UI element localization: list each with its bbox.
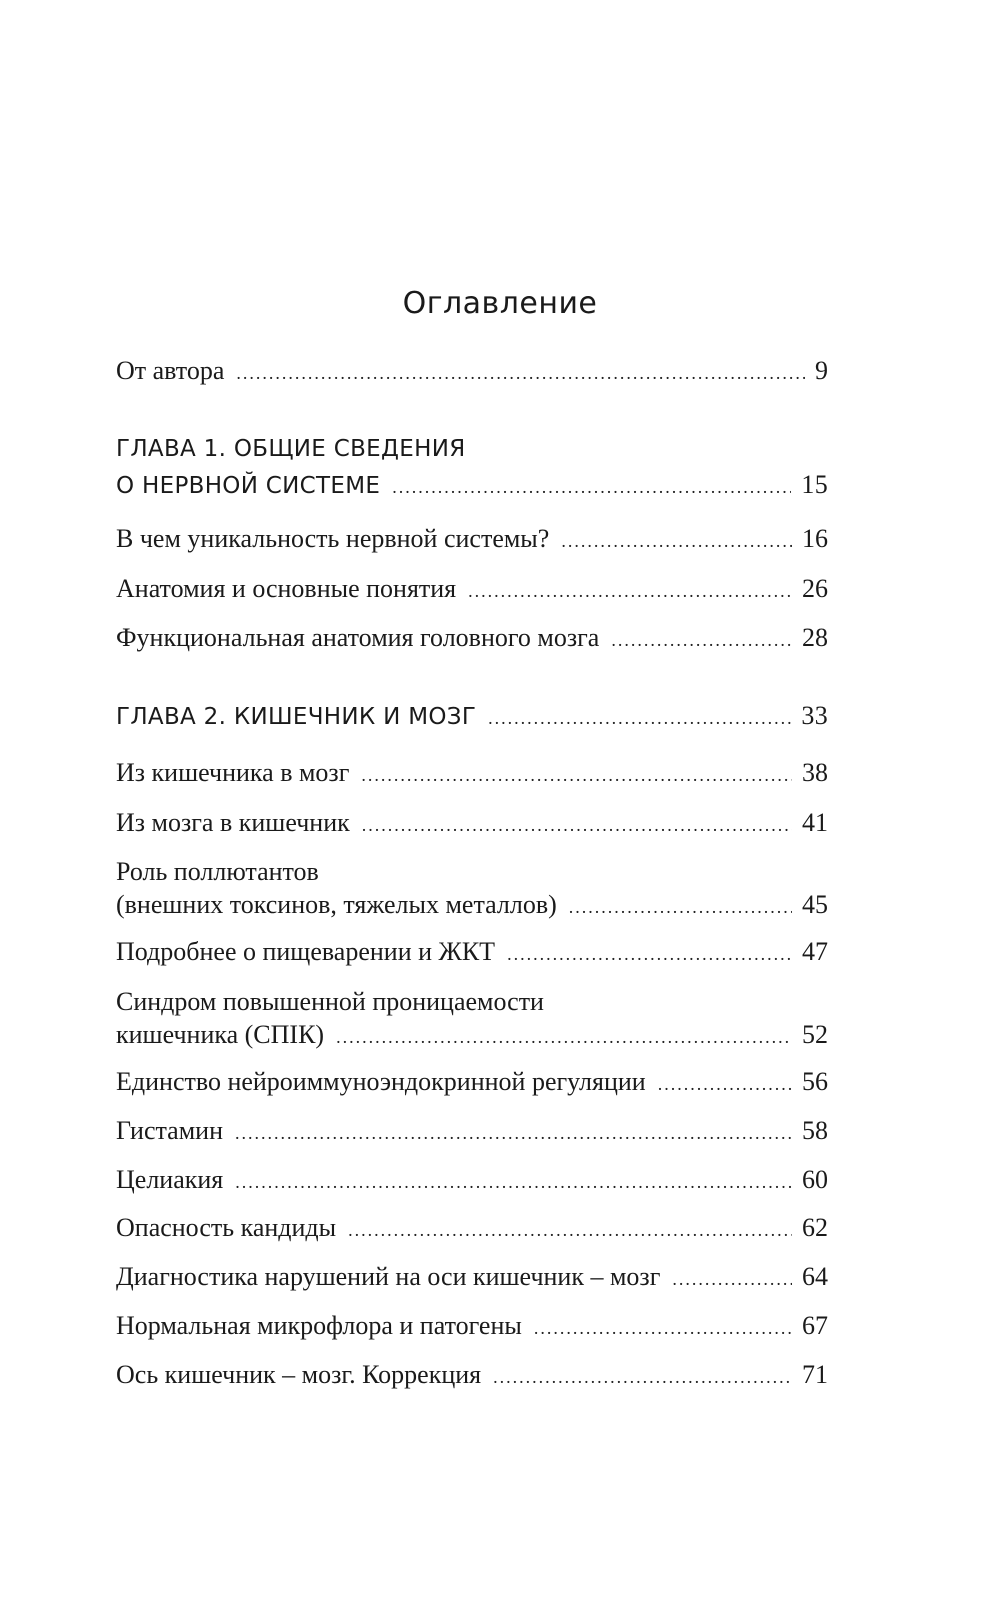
chapter-title-line: ГЛАВА 1. ОБЩИЕ СВЕДЕНИЯ xyxy=(116,436,466,462)
entry-title: Опасность кандиды xyxy=(116,1213,337,1242)
entry-title: Анатомия и основные понятия xyxy=(116,574,457,603)
dot-leader xyxy=(468,575,792,608)
page-number: 71 xyxy=(802,1360,828,1389)
toc-entry xyxy=(116,985,828,1054)
toc-entry xyxy=(116,621,828,657)
entry-title: Ось кишечник – мозг. Коррекция xyxy=(116,1360,482,1389)
toc-entry xyxy=(116,806,828,842)
dot-leader xyxy=(362,809,792,842)
toc-entry xyxy=(116,522,828,558)
toc-chapter xyxy=(116,698,828,736)
dot-leader xyxy=(336,1021,792,1054)
chapter-title-line: ГЛАВА 2. КИШЕЧНИК И МОЗГ xyxy=(116,704,477,730)
toc-entry xyxy=(116,935,828,971)
entry-title: От автора xyxy=(116,356,225,385)
page-number: 45 xyxy=(802,890,828,919)
toc-entry xyxy=(116,1114,828,1150)
toc-entry xyxy=(116,1211,828,1247)
dot-leader xyxy=(611,624,792,657)
toc-entry xyxy=(116,1260,828,1296)
page-number: 16 xyxy=(802,524,828,553)
dot-leader xyxy=(488,701,791,736)
page-number: 9 xyxy=(815,356,828,385)
dot-leader xyxy=(507,938,792,971)
page-number: 56 xyxy=(802,1067,828,1096)
entry-title-line: (внешних токсинов, тяжелых металлов) xyxy=(116,890,557,919)
page-number: 33 xyxy=(801,701,828,730)
page-number: 38 xyxy=(802,758,828,787)
dot-leader xyxy=(672,1263,792,1296)
dot-leader xyxy=(534,1312,792,1345)
toc-entry xyxy=(116,855,828,924)
page-number: 41 xyxy=(802,808,828,837)
page-number: 62 xyxy=(802,1213,828,1242)
entry-title: Диагностика нарушений на оси кишечник – мозг xyxy=(116,1262,661,1291)
entry-title: Нормальная микрофлора и патогены xyxy=(116,1311,522,1340)
entry-title: В чем уникальность нервной системы? xyxy=(116,524,550,553)
dot-leader xyxy=(569,891,792,924)
toc-entry xyxy=(116,1309,828,1345)
toc-entry xyxy=(116,1358,828,1394)
page-number: 15 xyxy=(801,470,828,499)
entry-title: Целиакия xyxy=(116,1165,224,1194)
dot-leader xyxy=(561,525,792,558)
entry-title: Из мозга в кишечник xyxy=(116,808,350,837)
entry-title-line: кишечника (СПІК) xyxy=(116,1020,325,1049)
toc-entry xyxy=(116,354,828,390)
toc-entry xyxy=(116,756,828,792)
page-number: 28 xyxy=(802,623,828,652)
dot-leader xyxy=(348,1214,792,1247)
page-number: 67 xyxy=(802,1311,828,1340)
toc-entry xyxy=(116,572,828,608)
page-number: 47 xyxy=(802,937,828,966)
entry-title: Подробнее о пищеварении и ЖКТ xyxy=(116,937,496,966)
dot-leader xyxy=(392,470,791,505)
page-number: 52 xyxy=(802,1020,828,1049)
dot-leader xyxy=(236,357,805,390)
entry-title: Гистамин xyxy=(116,1116,223,1145)
dot-leader xyxy=(658,1068,792,1101)
dot-leader xyxy=(493,1361,792,1394)
toc-entry xyxy=(116,1065,828,1101)
dot-leader xyxy=(235,1117,792,1150)
page-number: 26 xyxy=(802,574,828,603)
chapter-title-line: О НЕРВНОЙ СИСТЕМЕ xyxy=(116,473,381,499)
page-title: Оглавление xyxy=(402,286,598,321)
entry-title: Единство нейроиммуноэндокринной регуляции xyxy=(116,1067,646,1096)
page-number: 60 xyxy=(802,1165,828,1194)
entry-title: Из кишечника в мозг xyxy=(116,758,350,787)
toc-chapter xyxy=(116,432,828,505)
dot-leader xyxy=(361,759,792,792)
entry-title-line: Синдром повышенной проницаемости xyxy=(116,987,544,1016)
entry-title-line: Роль поллютантов xyxy=(116,857,319,886)
page-number: 64 xyxy=(802,1262,828,1291)
toc-entry xyxy=(116,1163,828,1199)
page-number: 58 xyxy=(802,1116,828,1145)
entry-title: Функциональная анатомия головного мозга xyxy=(116,623,600,652)
dot-leader xyxy=(235,1166,792,1199)
